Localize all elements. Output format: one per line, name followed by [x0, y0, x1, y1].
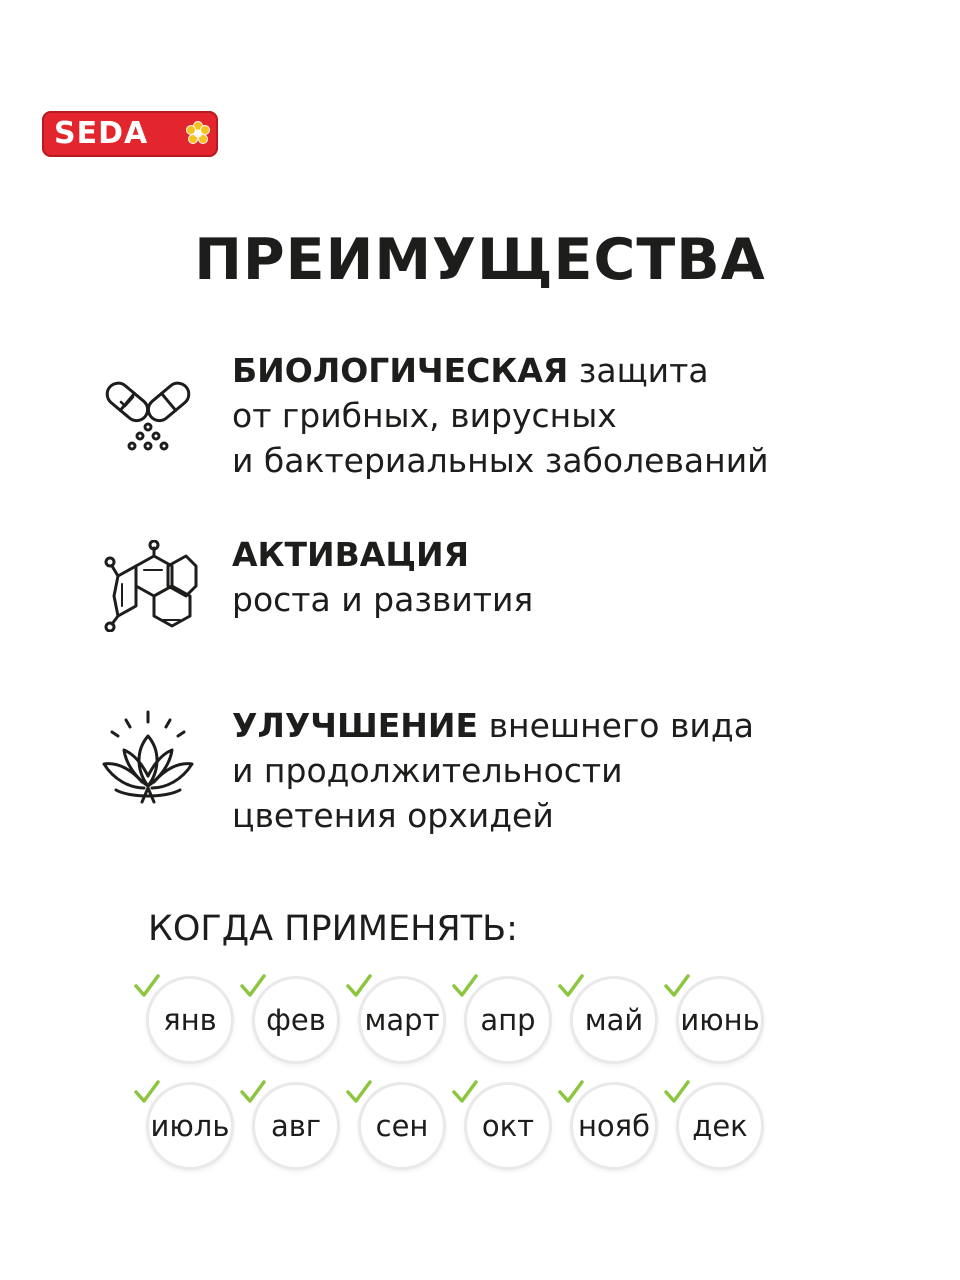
check-icon — [345, 1079, 373, 1105]
check-icon — [239, 1079, 267, 1105]
benefit-activation — [232, 532, 533, 622]
check-icon — [663, 1079, 691, 1105]
month-jun — [676, 976, 764, 1064]
month-may — [570, 976, 658, 1064]
brand-logo-text: SEDA — [54, 116, 149, 151]
month-apr — [464, 976, 552, 1064]
month-label: окт — [481, 1108, 535, 1143]
benefit-line — [232, 532, 533, 577]
lotus-icon — [96, 708, 200, 808]
month-label: сен — [375, 1108, 429, 1143]
month-label: авг — [270, 1108, 322, 1143]
month-label: июнь — [680, 1002, 760, 1037]
month-label: фев — [266, 1002, 326, 1037]
benefit-text: защита — [578, 351, 709, 390]
check-icon — [133, 973, 161, 999]
month-label: май — [584, 1002, 644, 1037]
month-sep — [358, 1082, 446, 1170]
benefit-improvement — [232, 703, 754, 838]
benefit-line: роста и развития — [232, 580, 534, 619]
check-icon — [239, 973, 267, 999]
month-oct — [464, 1082, 552, 1170]
benefit-line: и продолжительности — [232, 751, 623, 790]
benefit-bold-text: АКТИВАЦИЯ — [232, 535, 469, 574]
benefit-line — [232, 348, 769, 393]
month-aug — [252, 1082, 340, 1170]
benefit-text: внешнего вида — [488, 706, 754, 745]
month-nov — [570, 1082, 658, 1170]
benefit-bold-text: БИОЛОГИЧЕСКАЯ — [232, 351, 569, 390]
check-icon — [557, 1079, 585, 1105]
check-icon — [451, 973, 479, 999]
check-icon — [557, 973, 585, 999]
month-jul — [146, 1082, 234, 1170]
when-to-apply-title: КОГДА ПРИМЕНЯТЬ: — [148, 909, 518, 949]
page-title: ПРЕИМУЩЕСТВА — [194, 227, 766, 293]
benefit-biological — [232, 348, 769, 483]
flower-icon — [185, 121, 211, 147]
check-icon — [663, 973, 691, 999]
benefit-line: и бактериальных заболеваний — [232, 441, 769, 480]
month-label: апр — [480, 1002, 536, 1037]
benefit-line: цветения орхидей — [232, 796, 554, 835]
benefit-bold-text: УЛУЧШЕНИЕ — [232, 706, 479, 745]
benefit-line: от грибных, вирусных — [232, 396, 617, 435]
molecule-icon — [104, 540, 204, 632]
month-label: янв — [163, 1002, 217, 1037]
month-label: дек — [692, 1108, 748, 1143]
month-dec — [676, 1082, 764, 1170]
month-feb — [252, 976, 340, 1064]
months-grid — [146, 976, 786, 1170]
capsule-heart-icon — [100, 372, 196, 460]
check-icon — [345, 973, 373, 999]
benefit-line — [232, 703, 754, 748]
month-mar — [358, 976, 446, 1064]
check-icon — [451, 1079, 479, 1105]
month-jan — [146, 976, 234, 1064]
month-label: нояб — [577, 1108, 651, 1143]
month-label: июль — [150, 1108, 230, 1143]
brand-logo — [42, 111, 218, 157]
check-icon — [133, 1079, 161, 1105]
month-label: март — [364, 1002, 440, 1037]
